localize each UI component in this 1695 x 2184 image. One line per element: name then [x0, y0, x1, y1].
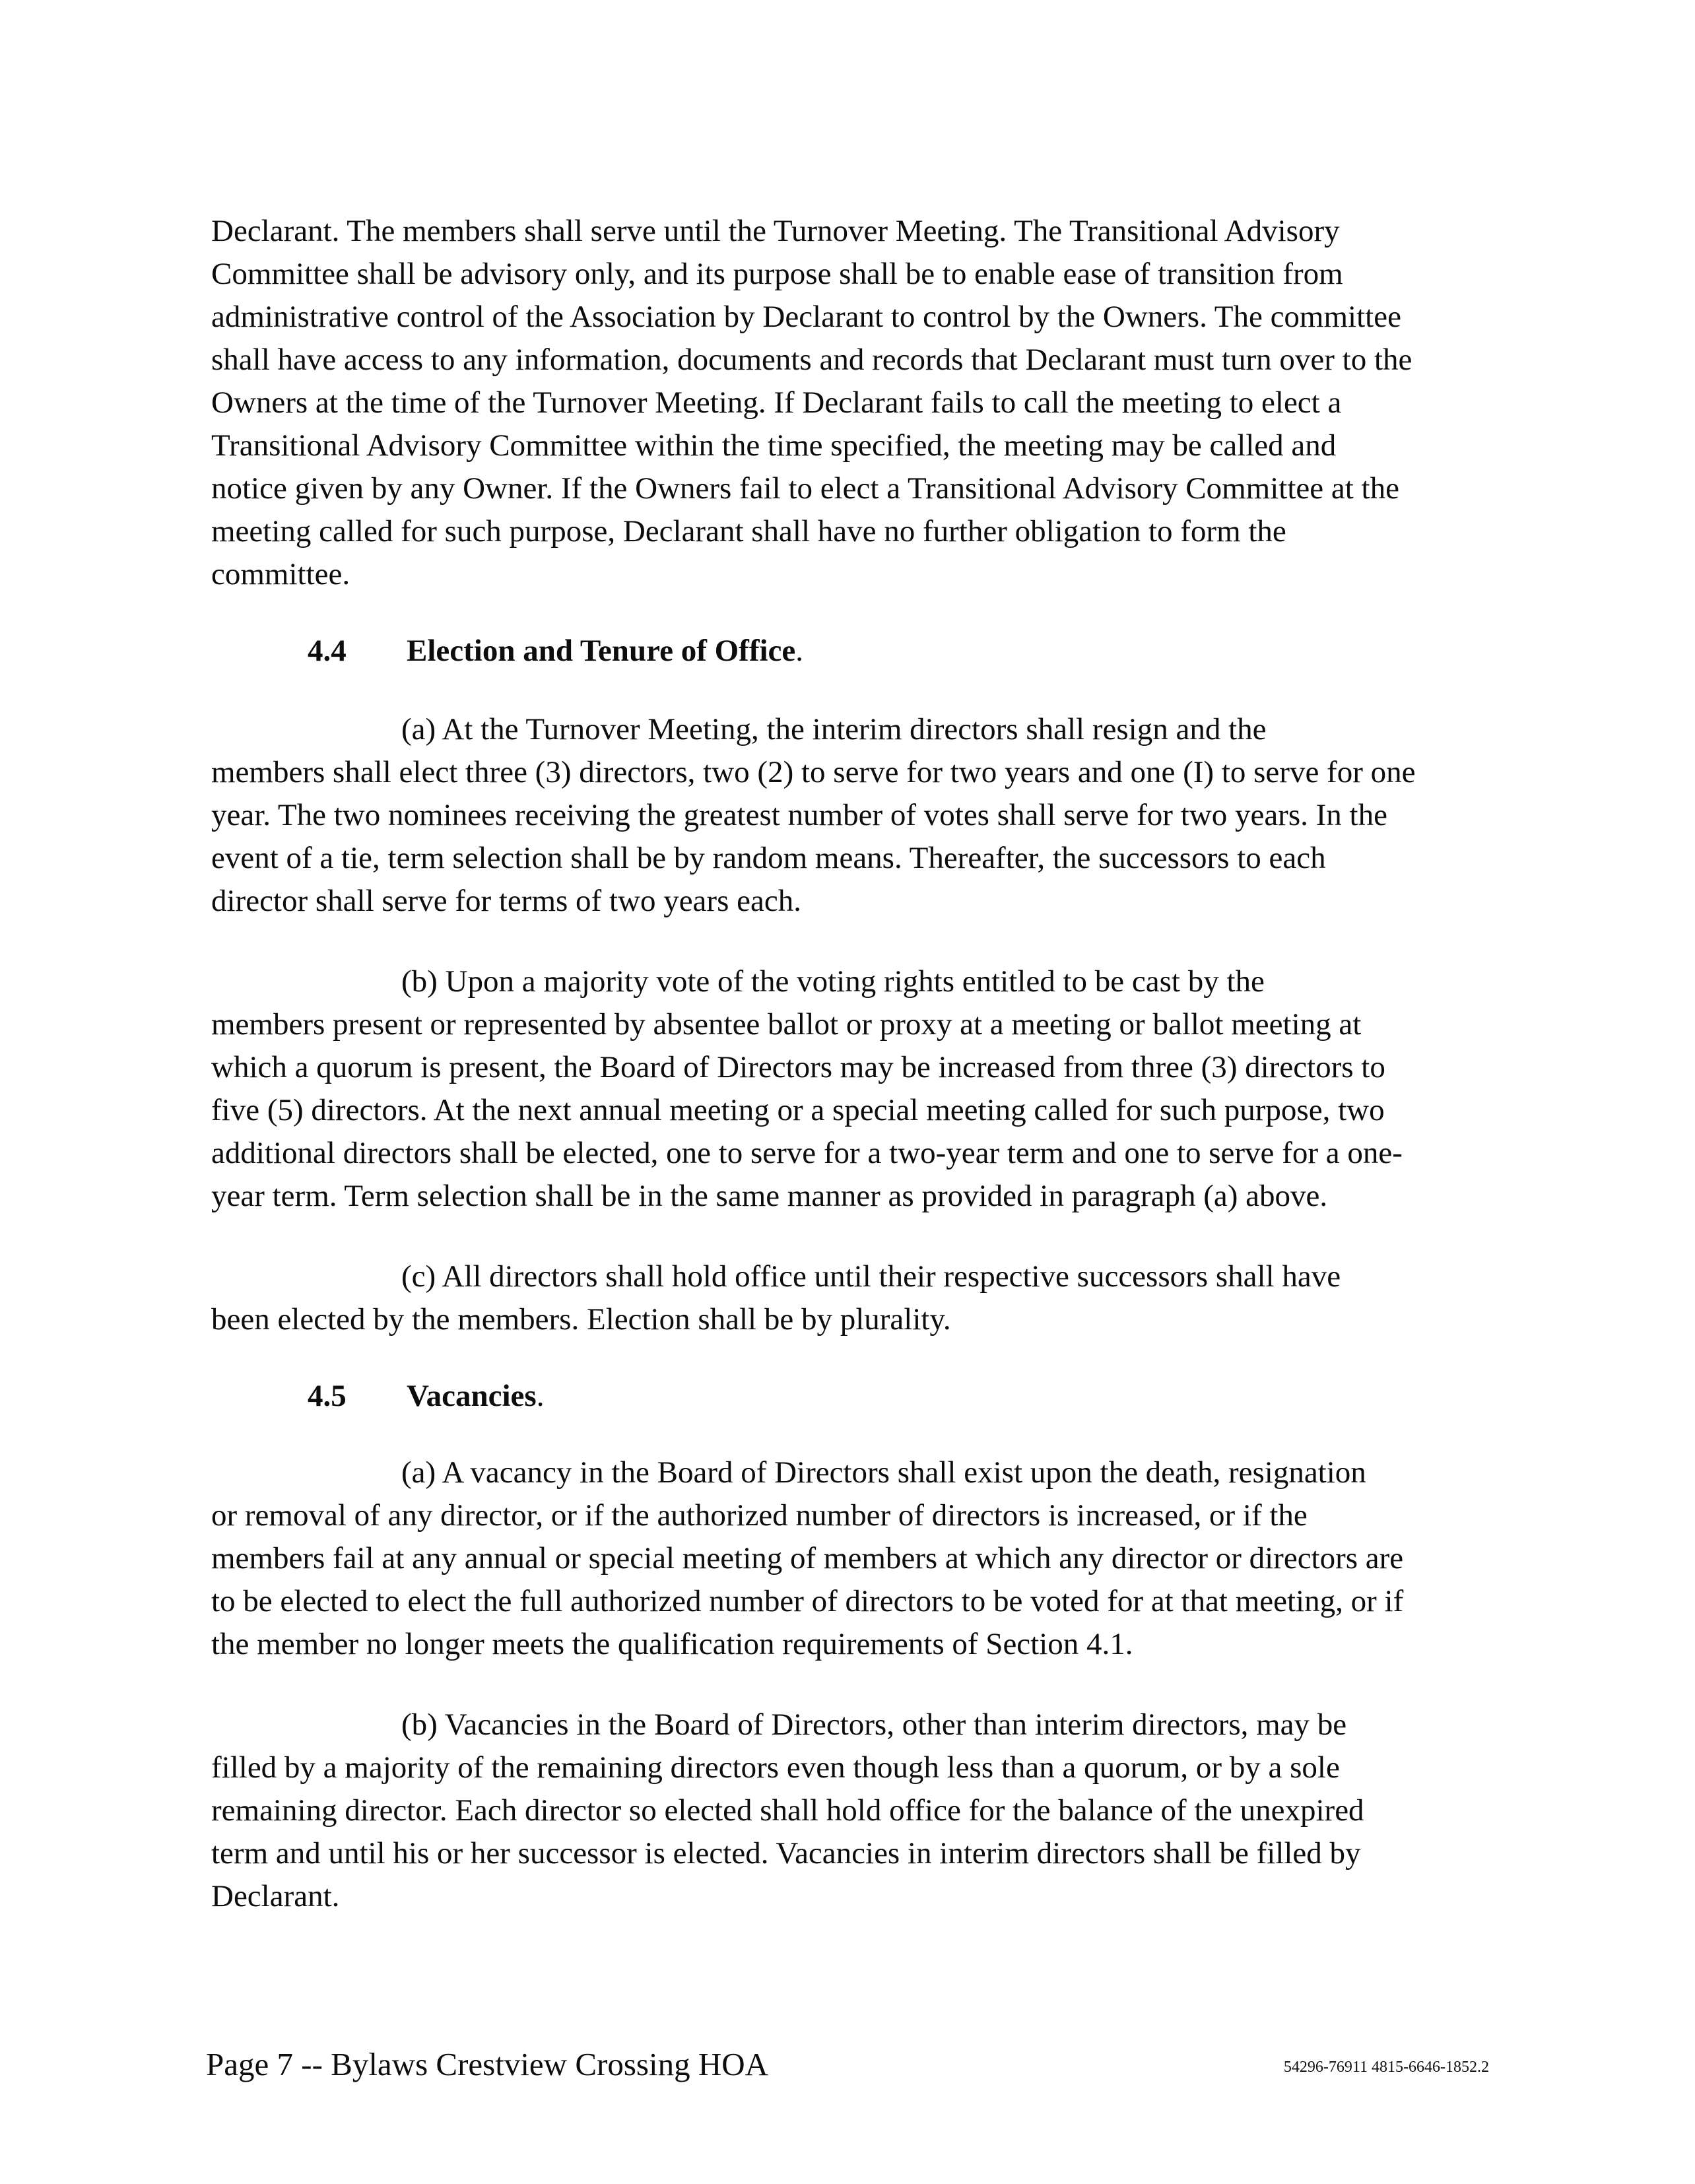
paragraph-4-4-a: (a) At the Turnover Meeting, the interim directors shall resign and the members shall elect three (3) directors, two (2) to serve for two years and one (I) to serve for one year. The two nominees receiving the greatest number of votes shall serve for two years. In the event of a tie, term selection shall be by random means. Thereafter, the successors to each director shall serve for terms of two years each. — [211, 712, 1416, 918]
section-number: 4.5 — [308, 1379, 347, 1413]
section-heading-4-4 — [308, 630, 803, 673]
heading-period: . — [795, 634, 803, 668]
section-title: Vacancies — [407, 1379, 537, 1413]
footer-page-label: Page 7 -- Bylaws Crestview Crossing HOA — [206, 2046, 768, 2082]
paragraph-4-4-b: (b) Upon a majority vote of the voting rights entitled to be cast by the members present or represented by absentee ballot or proxy at a meeting or ballot meeting at which a quorum is present, the Board of Directors may be increased from three (3) directors to five (5) directors. At the next annual meeting or a special meeting called for such purpose, two additional directors shall be elected, one to serve for a two-year term and one to serve for a one- year term. Term selection shall be in the same manner as provided in paragraph (a) above. — [211, 964, 1403, 1213]
paragraph-4-5-b: (b) Vacancies in the Board of Directors, other than interim directors, may be filled by a majority of the remaining directors even though less than a quorum, or by a sole remaining director. Each director so elected shall hold office for the balance of the unexpired term and until his or her successor is elected. Vacancies in interim directors shall be filled by Declarant. — [211, 1707, 1364, 1913]
footer-document-id: 54296-76911 4815-6646-1852.2 — [1283, 2059, 1489, 2076]
paragraph-4-5-a: (a) A vacancy in the Board of Directors shall exist upon the death, resignation or removal of any director, or if the authorized number of directors is increased, or if the members fail at any annual or special meeting of members at which any director or directors are to be elected to elect the full authorized number of directors to be voted for at that meeting, or if the member no longer meets the qualification requirements of Section 4.1. — [211, 1455, 1404, 1661]
section-title: Election and Tenure of Office — [407, 634, 796, 668]
paragraph-4-4-c: (c) All directors shall hold office until their respective successors shall have been elected by the members. Election shall be by plurality. — [211, 1259, 1341, 1337]
intro-paragraph: Declarant. The members shall serve until the Turnover Meeting. The Transitional Advisory Committee shall be advisory only, and its purpose shall be to enable ease of transition from administrative control of the Association by Declarant to control by the Owners. The committee shall have access to any information, documents and records that Declarant must turn over to the Owners at the time of the Turnover Meeting. If Declarant fails to call the meeting to elect a Transitional Advisory Committee within the time specified, the meeting may be called and notice given by any Owner. If the Owners fail to elect a Transitional Advisory Committee at the meeting called for such purpose, Declarant shall have no further obligation to form the committee. — [211, 214, 1412, 591]
section-heading-4-5 — [308, 1375, 544, 1418]
section-number: 4.4 — [308, 634, 347, 668]
heading-period: . — [536, 1379, 545, 1413]
